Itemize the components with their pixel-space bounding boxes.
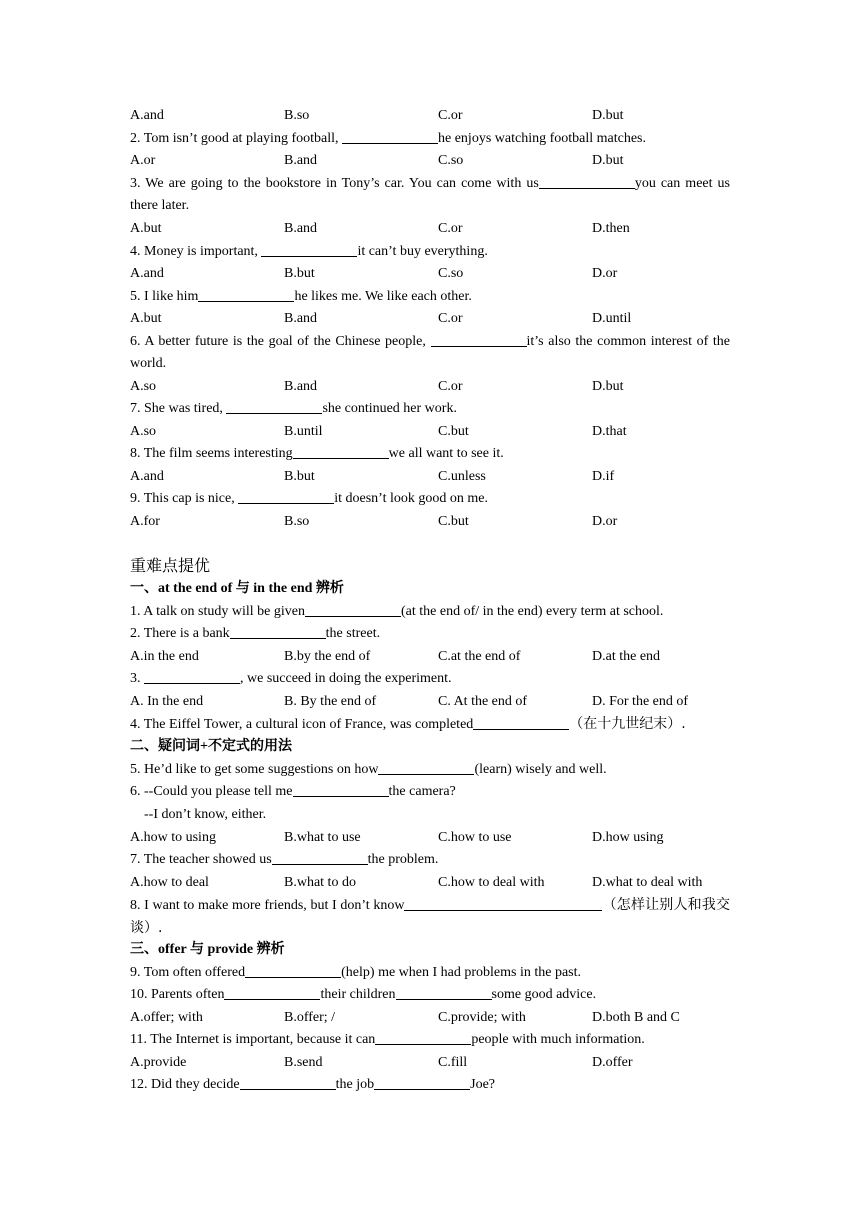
q6-options <box>130 376 730 398</box>
q2-options <box>130 150 730 172</box>
option-b: B.offer; / <box>284 1010 336 1025</box>
answer-blank[interactable] <box>404 896 602 911</box>
question-text: it can’t buy everything. <box>357 244 488 259</box>
question-text: 8. The film seems interesting <box>130 446 293 461</box>
option-d: D.then <box>592 221 630 236</box>
answer-blank[interactable] <box>431 332 527 347</box>
q5-options <box>130 308 730 330</box>
practice-11 <box>130 1029 730 1051</box>
option-b: B.until <box>284 424 323 439</box>
option-d: D.both B and C <box>592 1010 680 1025</box>
p2-options <box>130 646 730 668</box>
question-text: 12. Did they decide <box>130 1077 240 1092</box>
option-a: A.how to deal <box>130 875 209 890</box>
option-d: D.how using <box>592 830 664 845</box>
question-text: 2. Tom isn’t good at playing football, <box>130 131 342 146</box>
question-text: 4. Money is important, <box>130 244 262 259</box>
question-5 <box>130 286 730 308</box>
option-d: D.or <box>592 514 618 529</box>
question-text: （怎样让别人和我交谈）. <box>130 897 731 936</box>
option-b: B.but <box>284 469 315 484</box>
question-6 <box>130 331 730 375</box>
p6-options <box>130 827 730 849</box>
option-c: C.or <box>438 221 463 236</box>
option-c: C.at the end of <box>438 649 521 664</box>
section-title: 重难点提优 <box>130 556 211 575</box>
option-d: D.what to deal with <box>592 875 703 890</box>
question-text: 8. I want to make more friends, but I don’t know <box>130 898 405 913</box>
question-text: 11. The Internet is important, because it can <box>130 1032 376 1047</box>
option-d: D. For the end of <box>592 694 689 709</box>
q7-options <box>130 421 730 443</box>
question-text: （在十九世纪末）. <box>569 716 686 732</box>
question-text: the job <box>335 1077 375 1092</box>
answer-blank[interactable] <box>374 1075 470 1090</box>
q9-options <box>130 511 730 533</box>
option-d: D.until <box>592 311 632 326</box>
question-text: 2. There is a bank <box>130 626 230 641</box>
subsection-heading-3: 三、offer 与 provide 辨析 <box>130 942 285 957</box>
option-b: B.by the end of <box>284 649 371 664</box>
answer-blank[interactable] <box>396 985 492 1000</box>
subsection-heading-2: 二、疑问词+不定式的用法 <box>130 739 292 754</box>
practice-12 <box>130 1074 730 1096</box>
option-d: D.at the end <box>592 649 661 664</box>
option-c: C.but <box>438 424 469 439</box>
p7-options <box>130 872 730 894</box>
option-b: B.what to do <box>284 875 356 890</box>
question-text: (help) me when I had problems in the past. <box>341 965 582 980</box>
answer-blank[interactable] <box>378 760 474 775</box>
answer-blank[interactable] <box>240 1075 336 1090</box>
option-b: B. By the end of <box>284 694 377 709</box>
question-text: 9. This cap is nice, <box>130 491 239 506</box>
option-a: A.for <box>130 514 160 529</box>
question-text: he likes me. We like each other. <box>294 289 472 304</box>
option-b: B.what to use <box>284 830 361 845</box>
option-c: C.how to deal with <box>438 875 545 890</box>
option-c: C.or <box>438 379 463 394</box>
option-b: B.and <box>284 153 318 168</box>
option-d: D.but <box>592 108 624 123</box>
practice-10 <box>130 984 730 1006</box>
answer-blank[interactable] <box>342 129 438 144</box>
option-c: C.unless <box>438 469 486 484</box>
option-a: A.or <box>130 153 156 168</box>
practice-3 <box>130 668 730 690</box>
p10-options <box>130 1007 730 1029</box>
answer-blank[interactable] <box>305 602 401 617</box>
option-c: C.or <box>438 108 463 123</box>
option-d: D.that <box>592 424 627 439</box>
option-d: D.if <box>592 469 615 484</box>
answer-blank[interactable] <box>230 624 326 639</box>
question-text: 3. <box>130 671 144 686</box>
option-a: A.and <box>130 266 164 281</box>
option-a: A.provide <box>130 1055 187 1070</box>
option-a: A.and <box>130 108 164 123</box>
practice-4 <box>130 713 730 736</box>
answer-blank[interactable] <box>293 782 389 797</box>
question-text: the street. <box>325 626 381 641</box>
question-text: 5. I like him <box>130 289 199 304</box>
question-8 <box>130 443 730 465</box>
option-b: B.but <box>284 266 315 281</box>
question-text: the camera? <box>388 784 456 799</box>
question-4 <box>130 241 730 263</box>
practice-2 <box>130 623 730 645</box>
q3-options <box>130 218 730 240</box>
option-a: A.but <box>130 311 162 326</box>
question-7 <box>130 398 730 420</box>
answer-blank[interactable] <box>261 242 357 257</box>
question-text: (at the end of/ in the end) every term at school. <box>401 604 664 619</box>
question-text: 9. Tom often offered <box>130 965 246 980</box>
option-d: D.but <box>592 153 624 168</box>
answer-blank[interactable] <box>539 174 635 189</box>
option-c: C.fill <box>438 1055 468 1070</box>
practice-9 <box>130 962 730 984</box>
option-d: D.offer <box>592 1055 633 1070</box>
option-c: C.so <box>438 153 464 168</box>
answer-blank[interactable] <box>238 489 334 504</box>
question-text: 1. A talk on study will be given <box>130 604 305 619</box>
question-text: he enjoys watching football matches. <box>438 131 646 146</box>
question-text: it doesn’t look good on me. <box>334 491 488 506</box>
question-text: 7. She was tired, <box>130 401 227 416</box>
option-d: D.or <box>592 266 618 281</box>
option-c: C.so <box>438 266 464 281</box>
option-a: A.how to using <box>130 830 216 845</box>
option-a: A. In the end <box>130 694 204 709</box>
option-b: B.send <box>284 1055 323 1070</box>
option-a: A.offer; with <box>130 1010 203 1025</box>
question-text: 7. The teacher showed us <box>130 852 272 867</box>
option-b: B.and <box>284 311 318 326</box>
answer-blank[interactable] <box>375 1030 471 1045</box>
question-text: 5. He’d like to get some suggestions on how <box>130 762 379 777</box>
question-text: Joe? <box>470 1077 496 1092</box>
practice-1 <box>130 601 730 623</box>
question-text: it’s also the common interest of the world. <box>130 334 730 371</box>
question-text: 10. Parents often <box>130 987 225 1002</box>
answer-blank[interactable] <box>272 850 368 865</box>
answer-blank[interactable] <box>473 715 569 730</box>
question-text: 3. We are going to the bookstore in Tony’s car. You can come with us <box>130 176 539 191</box>
practice-6 <box>130 781 730 803</box>
question-text: you can meet us there later. <box>130 176 730 213</box>
question-text: , we succeed in doing the experiment. <box>240 671 452 686</box>
q4-options <box>130 263 730 285</box>
question-text: the problem. <box>367 852 439 867</box>
option-b: B.and <box>284 221 318 236</box>
option-a: A.so <box>130 379 157 394</box>
option-a: A.and <box>130 469 164 484</box>
answer-blank[interactable] <box>224 985 320 1000</box>
option-b: B.so <box>284 108 310 123</box>
question-text: some good advice. <box>491 987 597 1002</box>
option-a: A.in the end <box>130 649 199 664</box>
question-text: 6. A better future is the goal of the Chinese people, <box>130 334 431 349</box>
p11-options <box>130 1052 730 1074</box>
option-c: C.provide; with <box>438 1010 526 1025</box>
practice-6-reply: --I don’t know, either. <box>144 807 267 822</box>
p3-options <box>130 691 730 713</box>
question-9 <box>130 488 730 510</box>
answer-blank[interactable] <box>144 669 240 684</box>
question-text: people with much information. <box>471 1032 645 1047</box>
q1-options <box>130 105 730 127</box>
question-text: their children <box>320 987 396 1002</box>
question-text: 6. --Could you please tell me <box>130 784 293 799</box>
question-3 <box>130 173 730 217</box>
question-text: we all want to see it. <box>388 446 504 461</box>
option-c: C.how to use <box>438 830 512 845</box>
answer-blank[interactable] <box>226 399 322 414</box>
question-2 <box>130 128 730 150</box>
question-text: 4. The Eiffel Tower, a cultural icon of France, was completed <box>130 717 474 732</box>
option-b: B.and <box>284 379 318 394</box>
answer-blank[interactable] <box>293 444 389 459</box>
question-text: she continued her work. <box>322 401 457 416</box>
answer-blank[interactable] <box>198 287 294 302</box>
q8-options <box>130 466 730 488</box>
subsection-heading-1: 一、at the end of 与 in the end 辨析 <box>130 581 344 596</box>
practice-7 <box>130 849 730 871</box>
question-text: (learn) wisely and well. <box>474 762 607 777</box>
answer-blank[interactable] <box>245 963 341 978</box>
option-d: D.but <box>592 379 624 394</box>
practice-5 <box>130 759 730 781</box>
option-a: A.but <box>130 221 162 236</box>
option-c: C.but <box>438 514 469 529</box>
option-c: C.or <box>438 311 463 326</box>
option-c: C. At the end of <box>438 694 528 709</box>
practice-8 <box>130 894 730 940</box>
option-b: B.so <box>284 514 310 529</box>
option-a: A.so <box>130 424 157 439</box>
